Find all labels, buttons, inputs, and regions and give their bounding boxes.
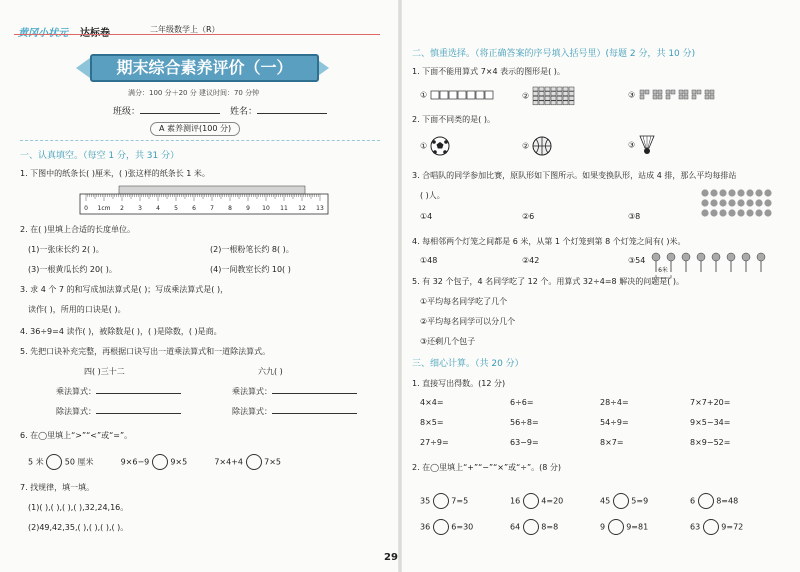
compare-circle[interactable] xyxy=(46,454,62,470)
s1-question-2: 2. 在( )里填上合适的长度单位。 xyxy=(20,225,135,234)
part-a-rule xyxy=(20,140,380,141)
calc-item[interactable]: 28÷4= xyxy=(600,398,629,407)
s3-question-1: 1. 直接写出得数。(12 分) xyxy=(412,379,506,388)
block-shape xyxy=(679,90,683,94)
grid-cell xyxy=(557,87,562,91)
ops-item: 9 9=81 xyxy=(600,519,690,535)
choir-member-dot xyxy=(728,209,735,216)
s1-q5-kouju-1: 四( )三十二 xyxy=(84,367,125,376)
block-shape xyxy=(692,95,696,99)
square-shape xyxy=(440,91,448,99)
grid-cell xyxy=(557,92,562,96)
section-2-heading: 二、慎重选择。（将正确答案的序号填入括号里）(每题 2 分，共 10 分) xyxy=(412,49,696,59)
block-shape xyxy=(658,90,662,94)
title-ornament-left xyxy=(76,58,90,78)
block-shape xyxy=(666,95,670,99)
block-shape xyxy=(710,95,714,99)
s1-question-1: 1. 下图中的纸条长( )厘米，( )张这样的纸条长 1 米。 xyxy=(20,169,210,178)
grid-cell xyxy=(563,96,568,100)
s1-q5-div-left: 除法算式： xyxy=(56,406,181,417)
s2-question-5: 5. 有 32 个包子，4 名同学吃了 12 个。用算式 32÷4=8 解决的问题是( )。 xyxy=(412,277,684,286)
ops-item: 35 7=5 xyxy=(420,493,510,509)
calc-item[interactable]: 54÷9= xyxy=(600,418,629,427)
calc-item[interactable]: 8×9−52= xyxy=(690,438,731,447)
lantern xyxy=(652,253,660,261)
operator-circle[interactable] xyxy=(613,493,629,509)
block-shape xyxy=(645,90,649,94)
grid-cell xyxy=(539,92,544,96)
s2-q4-opt-1: ①48 xyxy=(420,256,438,265)
ruler-label: 3 xyxy=(138,205,142,212)
calc-item[interactable]: 9×5−34= xyxy=(690,418,731,427)
page-fold xyxy=(398,0,402,572)
grid-cell xyxy=(545,96,550,100)
operator-circle[interactable] xyxy=(523,493,539,509)
block-shape xyxy=(640,90,644,94)
ruler-label: 6 xyxy=(192,205,196,212)
grid-cell xyxy=(569,96,574,100)
operator-circle[interactable] xyxy=(608,519,624,535)
s2-q2-opt-2: ② xyxy=(522,136,552,156)
shuttlecock-icon xyxy=(638,134,656,156)
block-shape xyxy=(671,90,675,94)
operator-circle[interactable] xyxy=(433,519,449,535)
s2-q5-opt-1: ①平均每名同学吃了几个 xyxy=(420,297,508,306)
compare-circle[interactable] xyxy=(246,454,262,470)
choir-member-dot xyxy=(701,199,708,206)
calc-item[interactable]: 56÷8= xyxy=(510,418,539,427)
ops-item: 16 4=20 xyxy=(510,493,600,509)
grid-cell xyxy=(557,96,562,100)
s1-q5-div-right: 除法算式： xyxy=(232,406,357,417)
choir-member-dot xyxy=(701,209,708,216)
s2-q2-opt-1: ① xyxy=(420,136,450,156)
exam-title: 期末综合素养评价（一） xyxy=(90,54,319,82)
lantern xyxy=(757,253,765,261)
ruler-label: 4 xyxy=(156,205,160,212)
ruler-label: 0 xyxy=(84,205,88,212)
square-shape xyxy=(458,91,466,99)
choir-member-dot xyxy=(728,189,735,196)
grid-cell xyxy=(563,87,568,91)
operator-circle[interactable] xyxy=(703,519,719,535)
grid-cell xyxy=(563,92,568,96)
calc-grid xyxy=(420,398,780,458)
block-shape xyxy=(666,90,670,94)
ops-item: 63 9=72 xyxy=(690,519,780,535)
ruler-label: 1cm xyxy=(97,205,111,212)
s2-question-4: 4. 每相邻两个灯笼之间都是 6 米，从第 1 个灯笼到第 8 个灯笼之间有( )米。 xyxy=(412,237,686,246)
s2-q3-opt-1: ①4 xyxy=(420,212,433,221)
s1-q7-item-1: (1)( ),( ),( ),( ),32,24,16。 xyxy=(28,503,129,512)
grade-tag: 二年级数学上（R） xyxy=(150,25,220,34)
s1-question-3-cont: 读作( )，所用的口诀是( )。 xyxy=(28,305,126,314)
s1-question-2-item-3: (3)一根黄瓜长约 20( )。 xyxy=(28,265,117,274)
s2-q5-opt-2: ②平均每名同学可以分几个 xyxy=(420,317,516,326)
calc-row xyxy=(420,418,780,438)
square-shape xyxy=(467,91,475,99)
ops-item: 36 6=30 xyxy=(420,519,510,535)
ops-item: 64 8=8 xyxy=(510,519,600,535)
block-shape xyxy=(692,90,696,94)
operator-circle[interactable] xyxy=(698,493,714,509)
s1-question-2-item-4: (4)一间教室长约 10( ) xyxy=(210,265,291,274)
s2-q1-opt-2: ② xyxy=(522,86,576,106)
ruler-label: 12 xyxy=(298,205,306,212)
grid-cell xyxy=(533,96,538,100)
calc-item[interactable]: 63−9= xyxy=(510,438,539,447)
calc-item[interactable]: 7×7+20= xyxy=(690,398,731,407)
grid-cell xyxy=(545,101,550,105)
block-shape xyxy=(653,95,657,99)
square-shape xyxy=(431,91,439,99)
choir-member-dot xyxy=(746,199,753,206)
grid-cell xyxy=(551,92,556,96)
s1-question-7: 7. 找规律，填一填。 xyxy=(20,483,95,492)
lantern xyxy=(727,253,735,261)
soccer-ball-icon xyxy=(430,136,450,156)
grid-cell xyxy=(563,101,568,105)
s2-q1-opt-1: ① xyxy=(420,88,500,102)
grid-cell xyxy=(551,96,556,100)
ops-grid xyxy=(420,488,780,540)
ruler-label: 5 xyxy=(174,205,178,212)
s1-question-3: 3. 求 4 个 7 的和写成加法算式是( )；写成乘法算式是( )， xyxy=(20,285,229,294)
s2-question-3-cont: ( )人。 xyxy=(420,191,445,200)
choir-member-dot xyxy=(701,189,708,196)
option-2-figure xyxy=(532,86,576,106)
page-number: 29 xyxy=(384,552,398,563)
square-shape xyxy=(485,91,493,99)
grid-cell xyxy=(569,92,574,96)
paper-strip xyxy=(119,186,305,194)
calc-item[interactable]: 6÷6= xyxy=(510,398,534,407)
choir-member-dot xyxy=(719,199,726,206)
block-shape xyxy=(653,90,657,94)
s2-q4-opt-3: ③54 xyxy=(628,256,646,265)
s1-q6-compare-row: 5 米 50 厘米 9×6−9 9×5 7×4+4 7×5 xyxy=(28,454,281,470)
square-shape xyxy=(449,91,457,99)
grid-cell xyxy=(557,101,562,105)
choir-member-dot xyxy=(737,199,744,206)
operator-circle[interactable] xyxy=(523,519,539,535)
calc-row xyxy=(420,398,780,418)
choir-formation-figure xyxy=(700,188,776,220)
block-shape xyxy=(705,90,709,94)
block-shape xyxy=(697,90,701,94)
choir-member-dot xyxy=(755,199,762,206)
lantern xyxy=(742,253,750,261)
ops-item: 45 5=9 xyxy=(600,493,690,509)
ruler-label: 13 xyxy=(316,205,324,212)
grid-cell xyxy=(539,96,544,100)
s2-q3-opt-3: ③8 xyxy=(628,212,641,221)
option-3-figure xyxy=(638,88,722,102)
block-shape xyxy=(684,95,688,99)
grid-cell xyxy=(533,101,538,105)
s1-question-6: 6. 在◯里填上“>”“<”或“=”。 xyxy=(20,431,133,440)
calc-item[interactable]: 27÷9= xyxy=(420,438,449,447)
part-a-heading: A 素养测评(100 分) xyxy=(150,122,240,136)
choir-member-dot xyxy=(755,209,762,216)
s1-q5-kouju-2: 六九( ) xyxy=(258,367,283,376)
choir-member-dot xyxy=(710,189,717,196)
compare-circle[interactable] xyxy=(152,454,168,470)
brand-logo xyxy=(18,24,68,39)
grid-cell xyxy=(545,87,550,91)
s2-question-1: 1. 下面不能用算式 7×4 表示的图形是( )。 xyxy=(412,67,565,76)
exam-meta: 满分：100 分＋20 分 建议时间：70 分钟 xyxy=(128,89,260,97)
choir-member-dot xyxy=(728,199,735,206)
s1-q7-item-2: (2)49,42,35,( ),( ),( ),( )。 xyxy=(28,523,129,532)
choir-member-dot xyxy=(746,209,753,216)
s2-q3-opt-2: ②6 xyxy=(522,212,535,221)
block-shape xyxy=(679,95,683,99)
s1-question-4: 4. 36÷9=4 读作( )，被除数是( )，( )是除数，( )是商。 xyxy=(20,327,222,336)
block-shape xyxy=(710,90,714,94)
grid-cell xyxy=(539,101,544,105)
section-1-heading: 一、认真填空。（每空 1 分，共 31 分） xyxy=(20,151,180,161)
grid-cell xyxy=(551,101,556,105)
ruler-label: 11 xyxy=(280,205,288,212)
s1-question-2-item-1: (1)一张床长约 2( )。 xyxy=(28,245,104,254)
ruler-body xyxy=(80,194,328,214)
basketball-icon xyxy=(532,136,552,156)
choir-member-dot xyxy=(710,209,717,216)
s1-q5-mul-left: 乘法算式： xyxy=(56,386,181,397)
class-label: 班级： xyxy=(113,104,220,117)
ops-row xyxy=(420,488,780,514)
choir-member-dot xyxy=(737,209,744,216)
lantern xyxy=(667,253,675,261)
choir-member-dot xyxy=(764,199,771,206)
s2-q5-opt-3: ③还剩几个包子 xyxy=(420,337,476,346)
s1-q5-mul-right: 乘法算式： xyxy=(232,386,357,397)
s1-question-2-item-2: (2)一根粉笔长约 8( )。 xyxy=(210,245,294,254)
grid-cell xyxy=(533,87,538,91)
grid-cell xyxy=(551,87,556,91)
block-shape xyxy=(705,95,709,99)
grid-cell xyxy=(569,87,574,91)
choir-member-dot xyxy=(746,189,753,196)
calc-item[interactable]: 8×7= xyxy=(600,438,624,447)
choir-member-dot xyxy=(737,189,744,196)
ops-item: 6 8=48 xyxy=(690,493,780,509)
grid-cell xyxy=(569,101,574,105)
operator-circle[interactable] xyxy=(433,493,449,509)
ruler-label: 9 xyxy=(246,205,250,212)
section-3-heading: 三、细心计算。（共 20 分） xyxy=(412,359,524,369)
ruler-label: 2 xyxy=(120,205,124,212)
ruler-label: 10 xyxy=(262,205,270,212)
series-name xyxy=(80,24,110,39)
block-shape xyxy=(640,95,644,99)
block-shape xyxy=(684,90,688,94)
choir-member-dot xyxy=(764,189,771,196)
choir-member-dot xyxy=(710,199,717,206)
choir-member-dot xyxy=(764,209,771,216)
s2-question-3: 3. 合唱队的同学参加比赛，原队形如下图所示。如果变换队形，站成 4 排，那么平均每排站 xyxy=(412,171,737,180)
name-label: 姓名： xyxy=(230,104,327,117)
choir-member-dot xyxy=(719,189,726,196)
grid-cell xyxy=(533,92,538,96)
distance-label: 6米 xyxy=(658,267,668,274)
s2-q2-opt-3: ③ xyxy=(628,134,656,156)
s3-question-2: 2. 在◯里填上“+”“−”“×”或“÷”。(8 分) xyxy=(412,463,561,472)
lantern xyxy=(712,253,720,261)
ruler-figure xyxy=(78,184,330,216)
grid-cell xyxy=(539,87,544,91)
ruler-label: 7 xyxy=(210,205,214,212)
header-rule xyxy=(14,34,380,35)
block-shape xyxy=(658,95,662,99)
s2-q4-opt-2: ②42 xyxy=(522,256,540,265)
calc-item[interactable]: 4×4= xyxy=(420,398,444,407)
square-shape xyxy=(476,91,484,99)
s2-q1-opt-3: ③ xyxy=(628,88,722,102)
option-1-figure xyxy=(430,88,500,102)
s1-question-5: 5. 先把口诀补充完整，再根据口诀写出一道乘法算式和一道除法算式。 xyxy=(20,347,271,356)
ops-row xyxy=(420,514,780,540)
lantern xyxy=(682,253,690,261)
s2-question-2: 2. 下面不同类的是( )。 xyxy=(412,115,495,124)
choir-member-dot xyxy=(719,209,726,216)
grid-cell xyxy=(545,92,550,96)
calc-row xyxy=(420,438,780,458)
ruler-label: 8 xyxy=(228,205,232,212)
choir-member-dot xyxy=(755,189,762,196)
calc-item[interactable]: 8×5= xyxy=(420,418,444,427)
lantern xyxy=(697,253,705,261)
